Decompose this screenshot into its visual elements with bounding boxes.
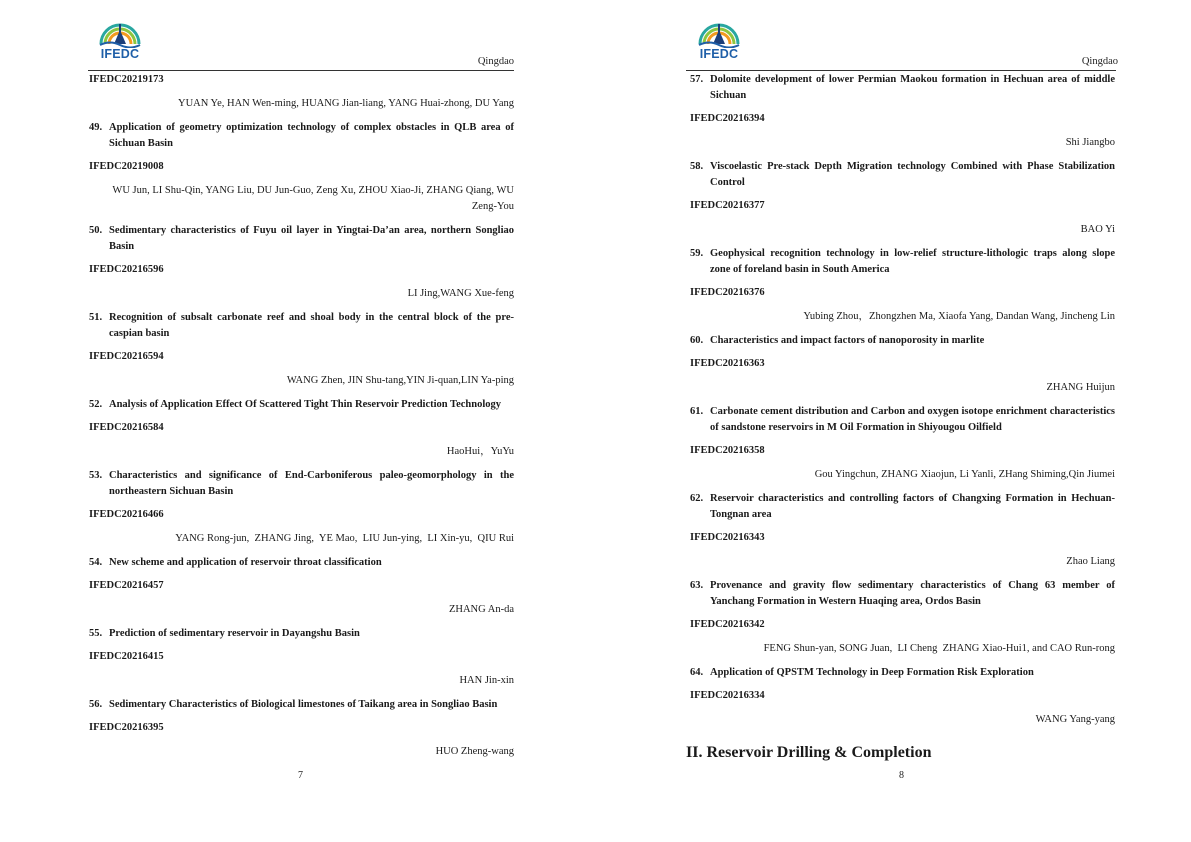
list-item	[690, 333, 1115, 396]
paper-number: 54.	[89, 557, 103, 568]
paper-number: 61.	[690, 406, 704, 417]
paper-authors: WANG Zhen, JIN Shu-tang,YIN Ji-quan,LIN Ya-ping	[286, 375, 514, 386]
logo-text: IFEDC	[100, 47, 140, 61]
paper-authors: WANG Yang-yang	[1035, 714, 1115, 725]
paper-title-text: Application of QPSTM Technology in Deep Formation Risk Exploration	[710, 667, 1034, 678]
logo-emblem-icon	[98, 18, 142, 48]
paper-id: IFEDC20216395	[89, 722, 164, 733]
paper-title	[690, 578, 1115, 610]
paper-number: 60.	[690, 335, 704, 346]
paper-id: IFEDC20216334	[690, 690, 765, 701]
list-item	[89, 310, 514, 389]
paper-number: 64.	[690, 667, 704, 678]
paper-title-text: Dolomite development of lower Permian Maokou formation in Hechuan area of middle Sichuan	[710, 74, 1115, 101]
list-item	[690, 578, 1115, 657]
paper-authors: Zhao Liang	[1066, 556, 1115, 567]
header-divider	[686, 70, 1116, 71]
paper-title	[690, 491, 1115, 523]
paper-title-text: Recognition of subsalt carbonate reef and shoal body in the central block of the pre-caspian basin	[109, 312, 514, 339]
list-item	[89, 223, 514, 302]
paper-id: IFEDC20216394	[690, 113, 765, 124]
list-item	[690, 404, 1115, 483]
paper-title	[89, 468, 514, 500]
paper-id: IFEDC20216596	[89, 264, 164, 275]
list-item	[690, 665, 1115, 728]
paper-title	[690, 72, 1115, 104]
paper-authors: HAN Jin-xin	[459, 675, 514, 686]
paper-title	[690, 333, 1115, 349]
paper-title-text: New scheme and application of reservoir throat classification	[109, 557, 382, 568]
paper-title-text: Sedimentary characteristics of Fuyu oil layer in Yingtai-Da’an area, northern Songliao Basin	[109, 225, 514, 252]
paper-title	[690, 404, 1115, 436]
paper-id: IFEDC20216376	[690, 287, 765, 298]
paper-authors: FENG Shun-yan, SONG Juan, LI Cheng ZHANG Xiao-Hui1, and CAO Run-rong	[763, 643, 1115, 654]
paper-title	[89, 626, 514, 642]
paper-title-text: Geophysical recognition technology in low-relief structure-lithologic traps along slope zone of foreland basin in South America	[710, 248, 1115, 275]
paper-number: 50.	[89, 225, 103, 236]
paper-authors: BAO Yi	[1080, 224, 1115, 235]
paper-title-text: Prediction of sedimentary reservoir in Dayangshu Basin	[109, 628, 360, 639]
paper-authors: Yubing Zhou，Zhongzhen Ma, Xiaofa Yang, Dandan Wang, Jincheng Lin	[803, 311, 1115, 322]
paper-title-text: Provenance and gravity flow sedimentary characteristics of Chang 63 member of Yanchang Formation in Western Huaqing area, Ordos Basin	[710, 580, 1115, 607]
paper-id: IFEDC20216584	[89, 422, 164, 433]
paper-number: 59.	[690, 248, 704, 259]
paper-id: IFEDC20216343	[690, 532, 765, 543]
logo-text: IFEDC	[699, 47, 739, 61]
list-item	[89, 626, 514, 689]
paper-number: 63.	[690, 580, 704, 591]
paper-id: IFEDC20216358	[690, 445, 765, 456]
left-page	[0, 0, 595, 842]
list-item	[89, 72, 514, 112]
paper-title	[690, 246, 1115, 278]
paper-authors: LI Jing,WANG Xue-feng	[407, 288, 514, 299]
paper-id: IFEDC20219008	[89, 161, 164, 172]
paper-title-text: Sedimentary Characteristics of Biological limestones of Taikang area in Songliao Basin	[109, 699, 498, 710]
paper-number: 56.	[89, 699, 103, 710]
paper-id: IFEDC20216457	[89, 580, 164, 591]
header-city: Qingdao	[1081, 56, 1118, 67]
paper-id: IFEDC20216377	[690, 200, 765, 211]
paper-number: 53.	[89, 470, 103, 481]
paper-title-text: Carbonate cement distribution and Carbon and oxygen isotope enrichment characteristics of sandstone reservoirs in M Oil Formation in Shiyougou Oilfield	[710, 406, 1115, 433]
paper-title-text: Characteristics and significance of End-Carboniferous paleo-geomorphology in the northeastern Sichuan Basin	[109, 470, 514, 497]
list-item	[690, 159, 1115, 238]
section-heading: II. Reservoir Drilling & Completion	[686, 744, 932, 761]
ifedc-logo	[92, 18, 148, 61]
paper-number: 57.	[690, 74, 704, 85]
paper-id: IFEDC20216342	[690, 619, 765, 630]
list-item	[89, 120, 514, 215]
paper-id: IFEDC20216466	[89, 509, 164, 520]
list-item	[690, 246, 1115, 325]
paper-title-text: Reservoir characteristics and controlling factors of Changxing Formation in Hechuan-Tongnan area	[710, 493, 1115, 520]
paper-title	[89, 397, 514, 413]
paper-title-text: Viscoelastic Pre-stack Depth Migration technology Combined with Phase Stabilization Control	[710, 161, 1115, 188]
paper-title-text: Analysis of Application Effect Of Scattered Tight Thin Reservoir Prediction Technology	[109, 399, 502, 410]
paper-authors: HaoHui，YuYu	[446, 446, 514, 457]
paper-id: IFEDC20219173	[89, 74, 164, 85]
paper-number: 55.	[89, 628, 103, 639]
paper-authors: Gou Yingchun, ZHANG Xiaojun, Li Yanli, ZHang Shiming,Qin Jiumei	[814, 469, 1115, 480]
paper-authors: YUAN Ye, HAN Wen-ming, HUANG Jian-liang, YANG Huai-zhong, DU Yang	[177, 98, 514, 109]
paper-title	[89, 310, 514, 342]
paper-authors: ZHANG Huijun	[1046, 382, 1115, 393]
paper-number: 62.	[690, 493, 704, 504]
paper-title-text: Characteristics and impact factors of nanoporosity in marlite	[710, 335, 985, 346]
paper-authors: Shi Jiangbo	[1065, 137, 1115, 148]
paper-id: IFEDC20216363	[690, 358, 765, 369]
list-item	[89, 555, 514, 618]
paper-authors: ZHANG An-da	[448, 604, 514, 615]
paper-id: IFEDC20216415	[89, 651, 164, 662]
list-item	[89, 468, 514, 547]
paper-number: 58.	[690, 161, 704, 172]
paper-authors: YANG Rong-jun, ZHANG Jing, YE Mao, LIU Jun-ying, LI Xin-yu, QIU Rui	[175, 533, 514, 544]
list-item	[89, 697, 514, 760]
paper-title	[690, 665, 1115, 681]
paper-id: IFEDC20216594	[89, 351, 164, 362]
paper-title	[89, 555, 514, 571]
page-number: 7	[298, 770, 303, 781]
paper-authors: WU Jun, LI Shu-Qin, YANG Liu, DU Jun-Guo, Zeng Xu, ZHOU Xiao-Ji, ZHANG Qiang, WU Zeng-You	[112, 185, 514, 212]
header-divider	[88, 70, 514, 71]
ifedc-logo	[691, 18, 747, 61]
paper-title	[89, 697, 514, 713]
list-item	[690, 72, 1115, 151]
list-item	[89, 397, 514, 460]
header-city: Qingdao	[477, 56, 514, 67]
right-page-content	[686, 72, 1115, 764]
logo-emblem-icon	[697, 18, 741, 48]
paper-title-text: Application of geometry optimization technology of complex obstacles in QLB area of Sichuan Basin	[109, 122, 514, 149]
paper-title	[89, 223, 514, 255]
paper-number: 51.	[89, 312, 103, 323]
right-page	[596, 0, 1191, 842]
paper-authors: HUO Zheng-wang	[435, 746, 514, 757]
paper-number: 49.	[89, 122, 103, 133]
page-number: 8	[899, 770, 904, 781]
paper-number: 52.	[89, 399, 103, 410]
list-item	[690, 491, 1115, 570]
paper-title	[89, 120, 514, 152]
left-page-content	[89, 72, 514, 768]
paper-title	[690, 159, 1115, 191]
